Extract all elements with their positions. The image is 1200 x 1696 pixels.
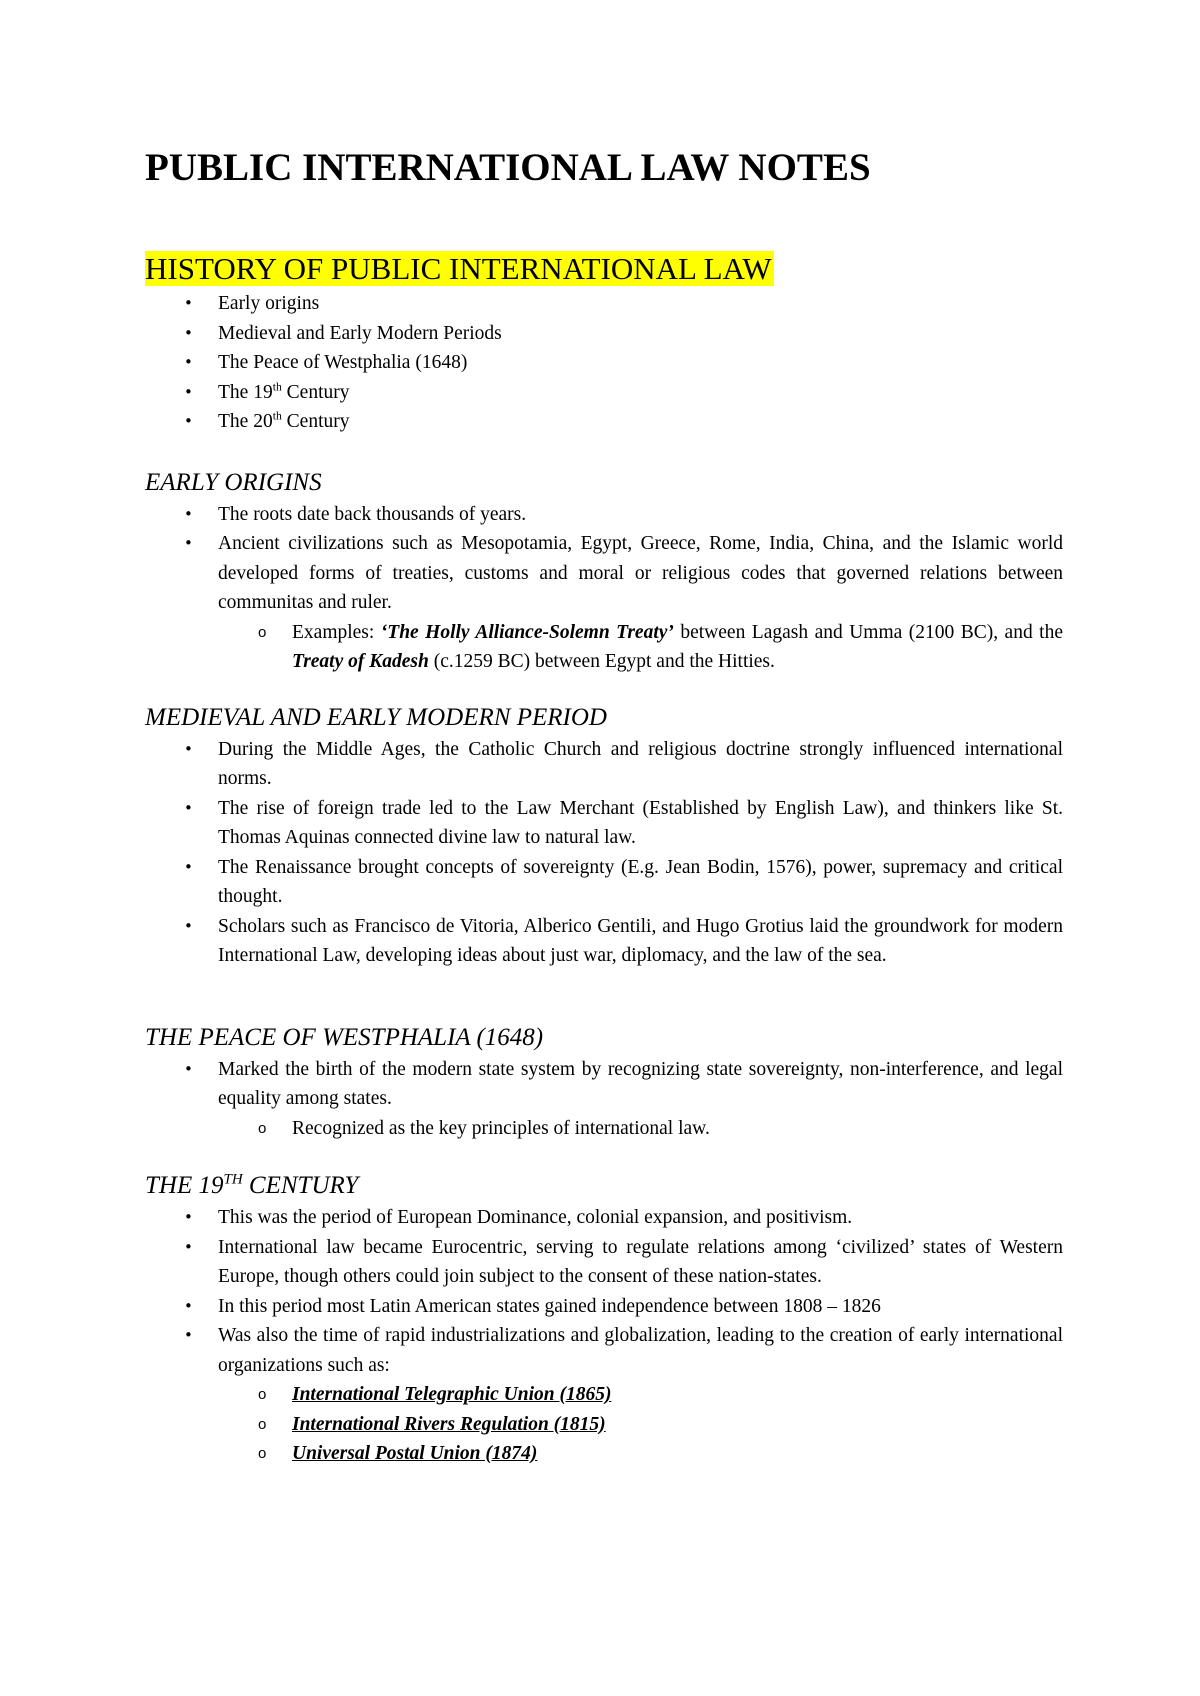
item-text: Century	[281, 381, 350, 403]
list-item: • During the Middle Ages, the Catholic Church and religious doctrine strongly influenced international norms.	[145, 735, 1063, 794]
list-item: • Medieval and Early Modern Periods	[145, 319, 1063, 349]
list-item: • Early origins	[145, 289, 1063, 319]
list-item	[145, 378, 1063, 408]
medieval-heading: MEDIEVAL AND EARLY MODERN PERIOD	[145, 703, 607, 731]
early-origins-heading: EARLY ORIGINS	[145, 468, 322, 496]
item-superscript: th	[272, 380, 282, 393]
sub-list-item	[145, 1410, 1063, 1440]
history-list	[145, 289, 1063, 437]
document-page	[145, 140, 1063, 1469]
item-text: between Lagash and Umma (2100 BC), and the	[673, 621, 1063, 643]
sub-list-item: o Recognized as the key principles of international law.	[145, 1114, 1063, 1144]
list-item: • Ancient civilizations such as Mesopotamia, Egypt, Greece, Rome, India, China, and the Islamic world developed forms of treaties, customs and moral or religious codes that governed relations between communitas and ruler.	[145, 529, 1063, 618]
heading-superscript: TH	[223, 1171, 243, 1188]
heading-text: CENTURY	[242, 1172, 359, 1199]
sub-list-item	[145, 618, 1063, 677]
list-item: • The roots date back thousands of years.	[145, 500, 1063, 530]
medieval-list	[145, 735, 1063, 971]
history-heading	[145, 249, 1063, 289]
item-text: Examples:	[292, 621, 381, 643]
organization-name: International Rivers Regulation (1815)	[292, 1413, 606, 1435]
westphalia-heading: THE PEACE OF WESTPHALIA (1648)	[145, 1023, 544, 1051]
list-item: • Scholars such as Francisco de Vitoria, Alberico Gentili, and Hugo Grotius laid the groundwork for modern International Law, developing ideas about just war, diplomacy, and the law of the sea.	[145, 912, 1063, 971]
nineteenth-century-heading	[145, 1169, 1063, 1203]
list-item: • Was also the time of rapid industrializations and globalization, leading to the creation of early international organizations such as:	[145, 1321, 1063, 1380]
list-item	[145, 407, 1063, 437]
item-superscript: th	[272, 409, 282, 423]
heading-text: THE 19	[145, 1172, 224, 1199]
list-item: • This was the period of European Dominance, colonial expansion, and positivism.	[145, 1203, 1063, 1233]
organization-name: International Telegraphic Union (1865)	[292, 1384, 612, 1405]
westphalia-list	[145, 1055, 1063, 1144]
list-item: • The Peace of Westphalia (1648)	[145, 348, 1063, 378]
item-text: The 19	[218, 381, 273, 403]
sub-list-item	[145, 1380, 1063, 1410]
list-item: • The rise of foreign trade led to the Law Merchant (Established by English Law), and thinkers like St. Thomas Aquinas connected divine law to natural law.	[145, 794, 1063, 853]
item-text: The 20	[218, 411, 273, 432]
nineteenth-century-list	[145, 1203, 1063, 1469]
history-heading-text: HISTORY OF PUBLIC INTERNATIONAL LAW	[145, 251, 772, 286]
organization-name: Universal Postal Union (1874)	[292, 1443, 538, 1464]
treaty-name: Treaty of Kadesh	[292, 651, 429, 672]
list-item: • Marked the birth of the modern state system by recognizing state sovereignty, non-interference, and legal equality among states.	[145, 1055, 1063, 1114]
item-text: (c.1259 BC) between Egypt and the Hitties.	[428, 651, 775, 672]
treaty-name: ‘The Holly Alliance-Solemn Treaty’	[380, 621, 674, 643]
list-item: • International law became Eurocentric, serving to regulate relations among ‘civilized’ states of Western Europe, though others could join subject to the consent of these nation-states.	[145, 1233, 1063, 1292]
list-item: • In this period most Latin American states gained independence between 1808 – 1826	[145, 1292, 1063, 1322]
sub-list-item	[145, 1439, 1063, 1469]
list-item: • The Renaissance brought concepts of sovereignty (E.g. Jean Bodin, 1576), power, supremacy and critical thought.	[145, 853, 1063, 912]
item-text: Century	[281, 411, 350, 432]
document-title: PUBLIC INTERNATIONAL LAW NOTES	[145, 146, 871, 189]
early-origins-list	[145, 500, 1063, 677]
